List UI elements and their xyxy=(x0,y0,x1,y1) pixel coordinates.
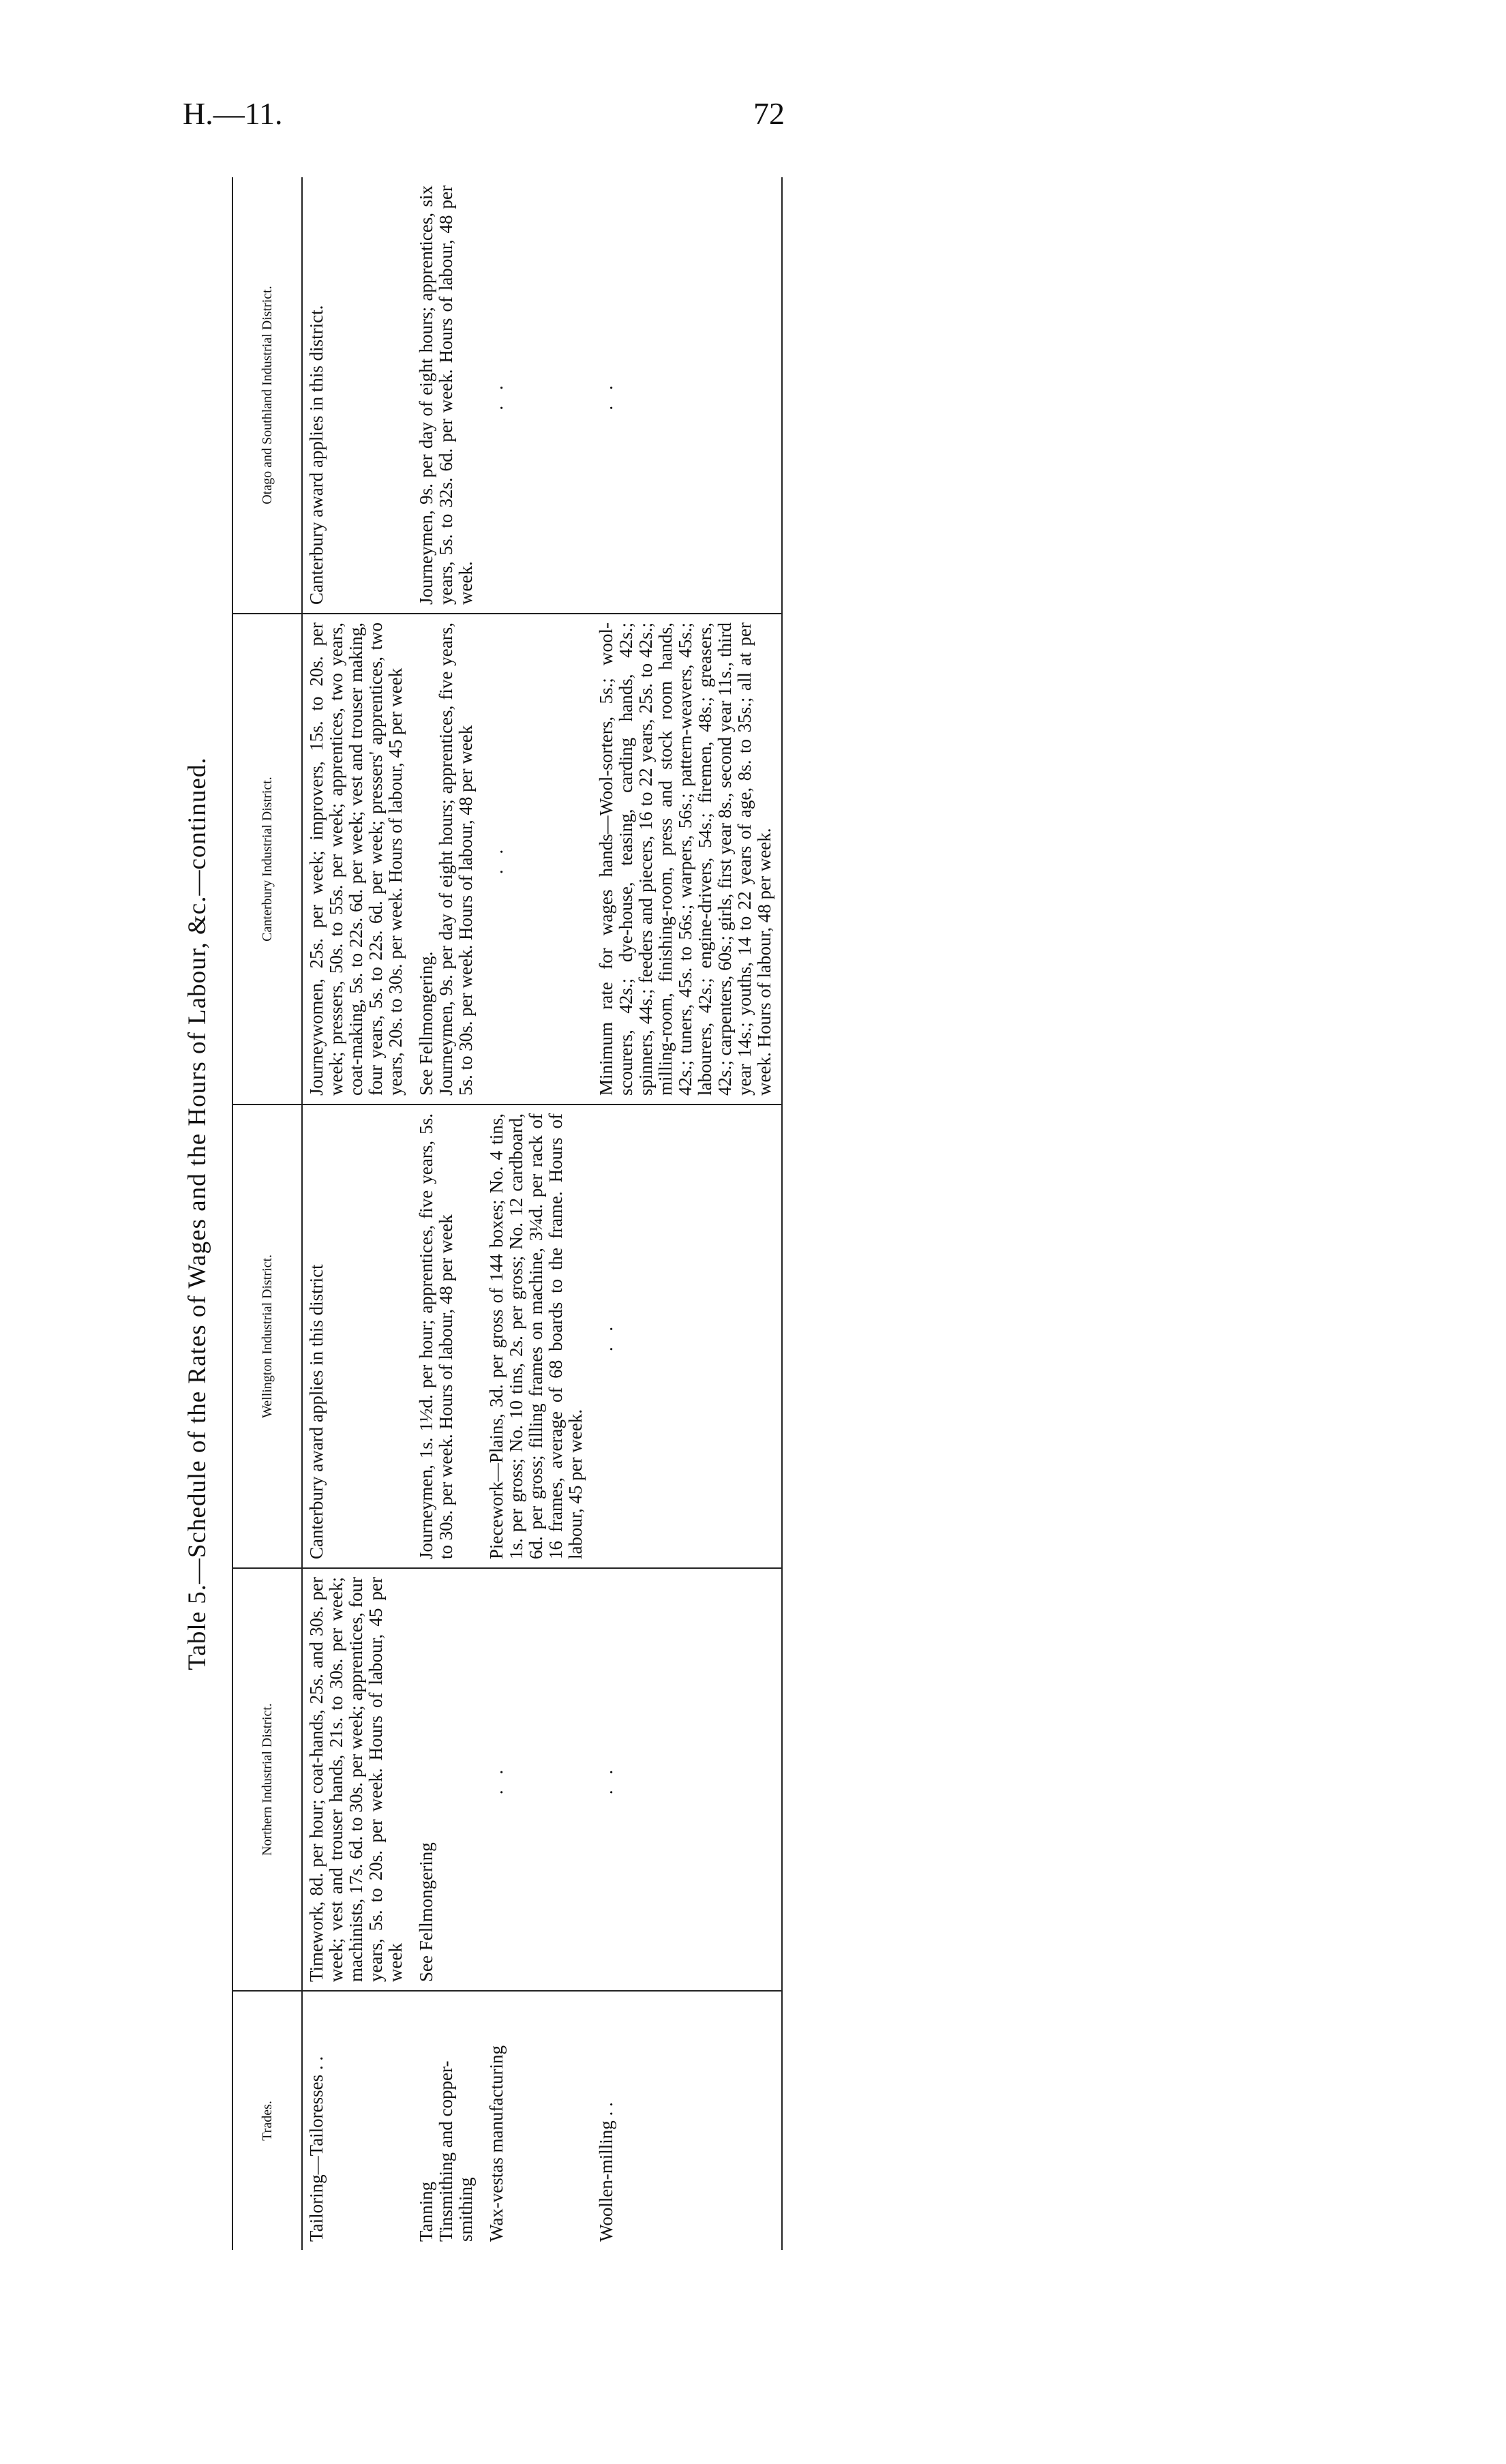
canterbury-cell: . . xyxy=(483,614,592,1105)
rotated-table-page xyxy=(184,177,1241,2250)
canterbury-cell: Minimum rate for wages hands—Wool-sorters, 5s.; wool-scourers, 42s.; dye-house, teasing, carding hands, 42s.; spinners, 44s.; feeders and piecers, 16 to 22 years, 25s. to 42s.; milling-room, finishing-room, press and stock room hands, 42s.; tuners, 45s. to 56s.; warpers, 56s.; pattern-weavers, 45s.; labourers, 42s.; engine-drivers, 54s.; firemen, 48s.; greasers, 42s.; carpenters, 60s.; girls, first year 8s., second year 11s., third year 14s.; youths, 14 to 22 years of age, 8s. to 35s.; all at per week. Hours of labour, 48 per week. xyxy=(592,614,782,1105)
table-row xyxy=(302,177,412,2250)
trade-cell: Woollen-milling . . xyxy=(592,1991,782,2250)
column-header-otago: Otago and Southland Industrial District. xyxy=(232,177,302,614)
wellington-cell: Piecework—Plains, 3d. per gross of 144 boxes; No. 4 tins, 1s. per gross; No. 10 tins, 2s. per gross; No. 12 cardboard, 6d. per gross; filling frames on machine, 3¼d. per rack of 16 frames, average of 68 boards to the frame. Hours of labour, 45 per week. xyxy=(483,1105,592,1568)
northern-cell: . . xyxy=(592,1568,782,1991)
otago-cell: Journeymen, 9s. per day of eight hours; apprentices, six years, 5s. to 32s. 6d. per week. Hours of labour, 48 per week. xyxy=(412,177,483,614)
northern-cell: See Fellmongering xyxy=(412,1568,483,1991)
canterbury-cell: See Fellmongering. Journeymen, 9s. per day of eight hours; apprentices, five years, 5s. to 30s. per week. Hours of labour, 48 per week xyxy=(412,614,483,1105)
trade-cell: Wax-vestas manufacturing xyxy=(486,2045,507,2242)
document-reference: H.—11. xyxy=(183,96,283,131)
wellington-cell: Journeymen, 1s. 1½d. per hour; apprentices, five years, 5s. to 30s. per week. Hours of labour, 48 per week xyxy=(412,1105,483,1568)
table-header-row xyxy=(232,177,302,2250)
wages-schedule-table xyxy=(232,177,783,2250)
page-number: 72 xyxy=(753,96,785,131)
canterbury-cell: Journeywomen, 25s. per week; improvers, 15s. to 20s. per week; pressers, 50s. to 55s. per week; apprentices, two years, coat-making, 5s. to 22s. 6d. per week; vest and trouser making, four years, 5s. to 22s. 6d. per week; pressers' apprentices, two years, 20s. to 30s. per week. Hours of labour, 45 per week xyxy=(302,614,412,1105)
trade-cell: Tanning Tinsmithing and copper-smithing xyxy=(416,2060,476,2242)
column-header-northern: Northern Industrial District. xyxy=(232,1568,302,1991)
otago-cell: Canterbury award applies in this district. xyxy=(302,177,412,614)
northern-cell: Timework, 8d. per hour; coat-hands, 25s. and 30s. per week; vest and trouser hands, 21s. to 30s. per week; machinists, 17s. 6d. to 30s. per week; apprentices, four years, 5s. to 20s. per week. Hours of labour, 45 per week xyxy=(302,1568,412,1991)
wellington-cell: . . xyxy=(592,1105,782,1568)
trade-cell: Tailoring—Tailoresses . . xyxy=(306,2056,327,2242)
table-row xyxy=(412,177,483,2250)
table-title: Table 5.—Schedule of the Rates of Wages and the Hours of Labour, &c.—continued. xyxy=(183,757,211,1670)
column-header-wellington: Wellington Industrial District. xyxy=(232,1105,302,1568)
table-row xyxy=(483,177,592,2250)
table-row xyxy=(592,177,782,2250)
column-header-trades: Trades. xyxy=(232,1991,302,2250)
wellington-cell: Canterbury award applies in this district xyxy=(302,1105,412,1568)
northern-cell: . . xyxy=(483,1568,592,1991)
column-header-canterbury: Canterbury Industrial District. xyxy=(232,614,302,1105)
otago-cell: . . xyxy=(592,177,782,614)
otago-cell: . . xyxy=(483,177,592,614)
